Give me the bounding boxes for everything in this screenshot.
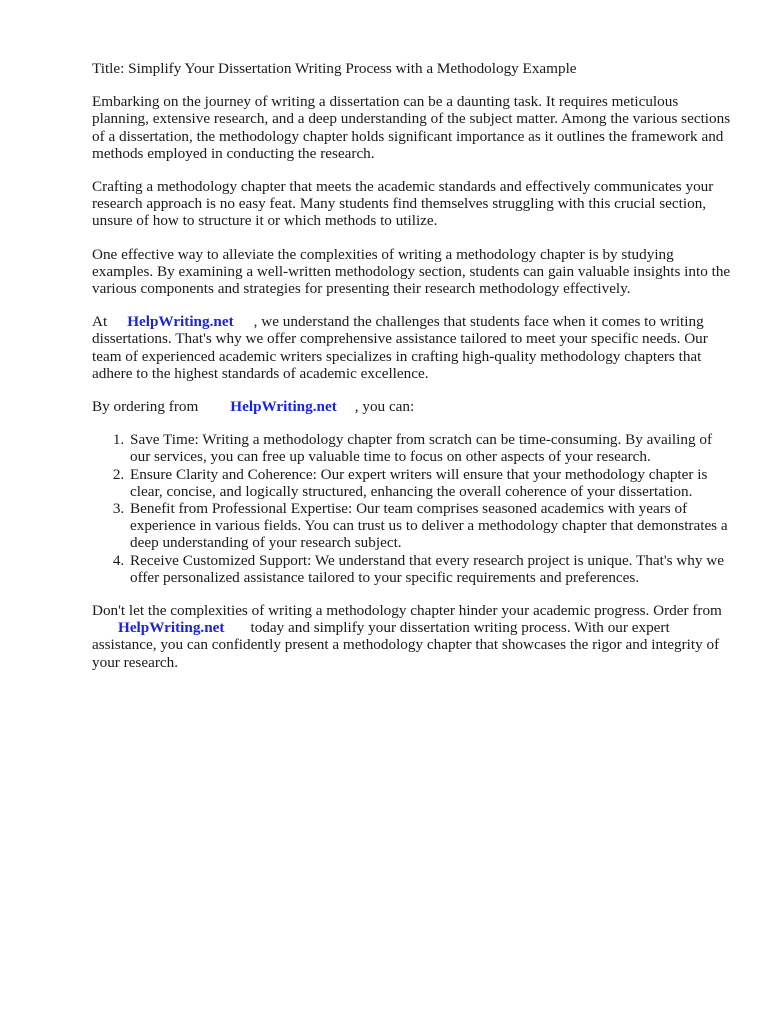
intro-paragraph: Embarking on the journey of writing a dissertation can be a daunting task. It requires meticulous planning, extensive research, and a deep understanding of the subject matter. Among the various sections of a dissertation, the methodology chapter holds significant importance as it outlines the framework and methods employed in conducting the research. [92,93,731,162]
closing-suffix: today and simplify your dissertation writing process. With our expert assistance, you can confidently present a methodology chapter that showcases the rigor and integrity of your research. [92,619,720,671]
ordering-line [92,398,732,415]
document-title: Title: Simplify Your Dissertation Writing Process with a Methodology Example [92,60,577,77]
helpwriting-link[interactable]: HelpWriting.net [127,313,234,331]
list-item: 4. Receive Customized Support: We understand that every research project is unique. That's why we offer personalized assistance tailored to your specific requirements and preferences. [128,552,732,586]
examples-paragraph: One effective way to alleviate the complexities of writing a methodology chapter is by studying examples. By examining a well-written methodology section, students can gain valuable insights into the various components and strategies for presenting their research methodology effectively. [92,245,731,298]
at-suffix: , we understand the challenges that students face when it comes to writing dissertations. That's why we offer comprehensive assistance tailored to meet your specific needs. Our team of experienced academic writers specializes in crafting high-quality methodology chapters that adhere to the highest standards of academic excellence. [92,313,708,382]
closing-paragraph [92,602,732,671]
list-item: 2. Ensure Clarity and Coherence: Our expert writers will ensure that your methodology chapter is clear, concise, and logically structured, enhancing the overall coherence of your dissertation. [128,466,732,500]
list-item: 1. Save Time: Writing a methodology chapter from scratch can be time-consuming. By availing of our services, you can free up valuable time to focus on other aspects of your research. [128,431,732,465]
challenge-paragraph: Crafting a methodology chapter that meets the academic standards and effectively communicates your research approach is no easy feat. Many students find themselves struggling with this crucial section, unsure of how to structure it or which methods to utilize. [92,178,714,230]
helpwriting-link[interactable]: HelpWriting.net [230,398,337,416]
at-helpwriting-paragraph [92,313,732,382]
closing-prefix: Don't let the complexities of writing a methodology chapter hinder your academic progress. Order from [92,602,722,620]
ordering-prefix: By ordering from [92,398,199,416]
ordering-suffix: , you can: [354,398,415,416]
at-prefix: At [92,313,108,331]
list-item: 3. Benefit from Professional Expertise: Our team comprises seasoned academics with years of experience in various fields. You can trust us to deliver a methodology chapter that demonstrates a deep understanding of your research subject. [128,500,732,552]
document-page [92,60,732,687]
benefits-list [92,431,732,586]
helpwriting-link[interactable]: HelpWriting.net [118,619,225,637]
